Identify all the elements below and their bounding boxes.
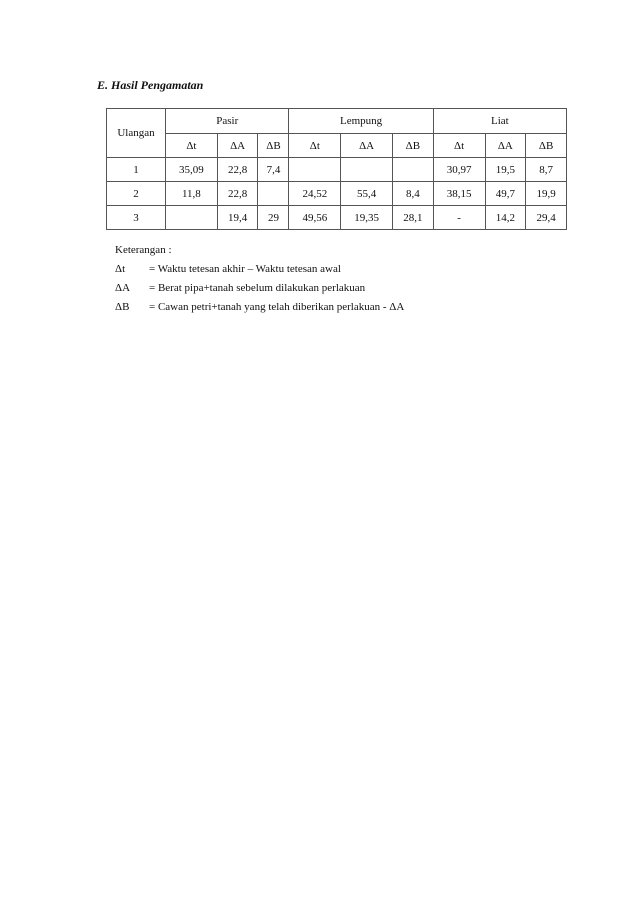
section-heading: E. Hasil Pengamatan [97,78,204,92]
row-label-cell: 1 [107,158,166,182]
table-cell: 35,09 [166,158,218,182]
table-cell: 8,4 [393,182,434,206]
row-label-cell: 3 [107,206,166,230]
legend-item [115,298,404,317]
row-header-ulangan: Ulangan [107,109,166,158]
subheader-cell: Δt [289,134,341,158]
table-cell: 11,8 [166,182,218,206]
legend-item [115,260,404,279]
subheader-cell: Δt [166,134,218,158]
table-cell [166,206,218,230]
subheader-cell: ΔB [258,134,289,158]
legend-symbol: ΔA [115,282,131,294]
subheader-cell: ΔA [217,134,258,158]
table-cell: 28,1 [393,206,434,230]
table-cell: 8,7 [526,158,567,182]
legend-text: = Waktu tetesan akhir – Waktu tetesan awal [149,263,341,275]
table-cell: 29,4 [526,206,567,230]
table-row [107,206,567,230]
table-cell [289,158,341,182]
table-row [107,182,567,206]
legend-text: = Cawan petri+tanah yang telah diberikan perlakuan - ΔA [149,301,405,313]
subheader-cell: ΔA [485,134,526,158]
table-cell: 19,9 [526,182,567,206]
row-label-cell: 2 [107,182,166,206]
subheader-cell: ΔB [393,134,434,158]
legend-text: = Berat pipa+tanah sebelum dilakukan perlakuan [149,282,366,294]
subheader-cell: ΔB [526,134,567,158]
group-header-lempung: Lempung [289,109,433,134]
table-cell: 55,4 [341,182,393,206]
table-row [107,158,567,182]
table-cell: 22,8 [217,158,258,182]
legend-item [115,279,404,298]
table-cell [258,182,289,206]
table-cell: 24,52 [289,182,341,206]
legend-symbol: ΔB [115,301,130,313]
group-header-liat: Liat [433,109,566,134]
table-cell: 29 [258,206,289,230]
table-cell: 38,15 [433,182,485,206]
table-cell: 19,5 [485,158,526,182]
table-cell: 22,8 [217,182,258,206]
observation-table [106,108,567,230]
table-cell: 49,56 [289,206,341,230]
subheader-cell: ΔA [341,134,393,158]
table-cell: - [433,206,485,230]
group-header-pasir: Pasir [166,109,289,134]
table-cell: 30,97 [433,158,485,182]
table-cell [341,158,393,182]
subheader-row [107,134,567,158]
legend-title: Keterangan : [115,244,172,256]
group-header-row [107,109,567,134]
table-cell: 49,7 [485,182,526,206]
legend-block [115,241,404,317]
table-cell: 19,35 [341,206,393,230]
subheader-cell: Δt [433,134,485,158]
table-cell: 7,4 [258,158,289,182]
table-cell [393,158,434,182]
legend-symbol: Δt [115,263,126,275]
table-cell: 19,4 [217,206,258,230]
table-cell: 14,2 [485,206,526,230]
